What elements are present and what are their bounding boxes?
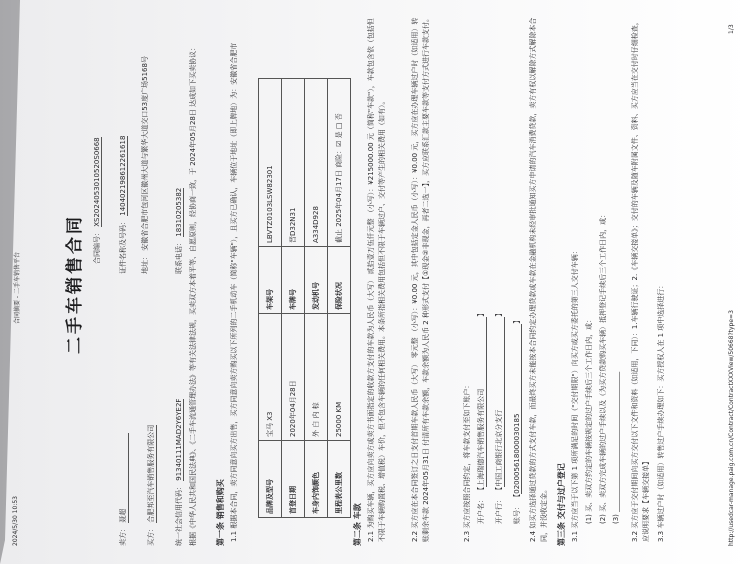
first-reg-date-label: 首登日期 bbox=[282, 441, 305, 518]
buyer-credit-code: 91340111MAD2Y6YE2F bbox=[175, 398, 183, 481]
buyer-row bbox=[146, 425, 157, 546]
payee-name: 上海瑞德汽车销售服务有限公司 bbox=[476, 317, 487, 487]
engine-no-value: A334D928 bbox=[305, 79, 328, 247]
seller-label: 卖方： bbox=[119, 525, 127, 546]
bank-label: 开户行： bbox=[495, 496, 503, 524]
buyer-credit-row bbox=[174, 399, 184, 546]
contract-number: XS2024053010520S0668 bbox=[93, 137, 101, 227]
buyer-phone-label: 联系电话： bbox=[175, 239, 183, 274]
plate-value: 晋D32N31 bbox=[282, 79, 305, 247]
brand-model-value: 宝马 X3 bbox=[259, 314, 282, 441]
preamble-text: 根据《中华人民共和国民法典》、《二手车流通管理办法》等有关法律法规，买卖双方本着平等、自愿原则，经协商一致，于 2024年05月28日 达成如下买卖协议： bbox=[189, 43, 197, 546]
seller-name: 聂超 bbox=[118, 433, 129, 523]
buyer-phone: 18310205382 bbox=[175, 187, 183, 237]
buyer-credit-label: 统一社会信用代码： bbox=[175, 483, 183, 546]
vehicle-table-row bbox=[282, 79, 305, 518]
first-reg-date-value: 2020年04月28日 bbox=[282, 314, 305, 441]
clause-2-1: 2.1 为购买车辆，买方应向卖方或卖方书面指定的收款方支付的车款为人民币（大写） 贰拾壹万伍仟元整 （小写）：¥215000.00 元（简称"车款"），车款包含依（包括但不限于车辆购置税、增值税）车价，但不包含车辆的任何相关费用。本条所指相关费用包括但不限于车辆过户、交付等产生的相关费用（如有）。 bbox=[367, 18, 386, 542]
insurance-label: 保险状况 bbox=[328, 247, 351, 314]
vin-label: 车架号 bbox=[259, 247, 282, 314]
account-label: 账号： bbox=[513, 503, 521, 524]
mileage-label: 里程表公里数 bbox=[328, 441, 351, 518]
color-value: 外 白 内 棕 bbox=[305, 314, 328, 441]
buyer-label: 买方： bbox=[147, 525, 155, 546]
clause-3-1: 3.1 买方应当于以下第 1 项所满足的时间（"交付期限"）向买方或买方委托的第三人交付车辆： bbox=[571, 247, 579, 542]
vehicle-table-row bbox=[259, 79, 282, 518]
contract-number-label: 合同编号： bbox=[93, 229, 101, 264]
clause-3-1-option-3: (3) ________________________________________ bbox=[612, 371, 620, 524]
brand-model-label: 品牌及型号 bbox=[259, 441, 282, 518]
clause-3-2: 3.2 买方应于交付期间向买方交付以下文件和资料（如适用，下同）：1.车辆行驶证；2.《车辆交接单》；交付的车辆及随车附属文件、资料、买方应当在交付时仔细检查，应说明要求【车辆交接单】 bbox=[631, 18, 650, 542]
engine-no-label: 发动机号 bbox=[305, 247, 328, 314]
mileage-value: 25000 KM bbox=[328, 314, 351, 441]
vehicle-info-table bbox=[258, 78, 351, 518]
buyer-address-label: 地址： bbox=[141, 253, 149, 274]
contract-number-row bbox=[92, 137, 102, 264]
buyer-address: 安徽省合肥市包河区徽州大道与繁华大道交口53度广场5168号 bbox=[141, 56, 149, 251]
buyer-name: 合肥邦至汽车销售服务有限公司 bbox=[147, 424, 155, 523]
seller-row bbox=[118, 433, 129, 546]
print-date: 2024/5/30 10:53 bbox=[12, 496, 19, 546]
clause-3-1-option-1: (1) 买、卖双方约定的车辆按规定的过户手续后三个工作日内，或： bbox=[585, 315, 593, 524]
article-2-heading: 第二条 车款 bbox=[353, 503, 362, 546]
document-title: 二手车销售合同 bbox=[65, 214, 85, 354]
vehicle-table-row bbox=[328, 79, 351, 518]
seller-id-row bbox=[118, 136, 128, 274]
vehicle-table-row bbox=[305, 79, 328, 518]
article-3-heading: 第三条 交付与过户登记 bbox=[557, 463, 566, 546]
account-number: 0200056180000301​85 bbox=[513, 324, 522, 494]
clause-2-4: 2.4 如买方选择通过贷款的方式支付车款，而最终买方未能按本合同约定办理贷款或车款在金融机构未经审批通知买方申请的汽车消费贷款，卖方有权以解除方式解除本合同，并没收定金。 bbox=[529, 17, 548, 542]
platform-name: 合同摘要 - 二手车销售平台 bbox=[14, 252, 21, 324]
plate-label: 车牌号 bbox=[282, 247, 305, 314]
clause-3-3: 3.3 车辆过户时（如适用）转售过户手续办理如下：买方授权人在 1 项中选择进行： bbox=[657, 281, 665, 542]
payee-label: 开户名： bbox=[477, 496, 485, 524]
bank-row: 开户行： 【中国工商银行北京分支行】 bbox=[495, 309, 503, 524]
account-row: 账号： 【0200056180000301​85】 bbox=[513, 316, 521, 524]
footer-url: http://usedcar-manage.paig.com.cn/Contract/ContractXXXView/5066​8?type=3 bbox=[728, 310, 735, 546]
seller-id-label: 证件名称及号码： bbox=[119, 218, 127, 274]
article-1-clause: 1.1 根据本合同，卖方同意向买方出售，买方同意向卖方购买以下所列的二手机动车（简称"车辆"），且买方已确认，车辆位于地址（即上牌地）为：安徽省合肥市 bbox=[230, 42, 238, 542]
article-1-heading: 第一条 销售和购买 bbox=[216, 479, 225, 546]
insurance-value: 截止 2025年04月17日 商险：☑ 是 □ 否 bbox=[328, 79, 351, 247]
page-number: 1/3 bbox=[728, 24, 735, 34]
bank-name: 中国工商银行北京分支行 bbox=[494, 317, 505, 487]
clause-2-2: 2.2 买方应在本合同签订之日支付首期车款人民币（大写） 零元整 （小写）：¥0.00 元，其中包括定金人民币（小写）：¥0.00 元，买方应在办理车辆过户时（如适用）转账剩余车款 2024年05月31日 付清所有车款余额，车款余额为人民币 2 种形式支付【①现金②非现金，再者二选一】，买方应联系汇款主要车款等支付方式进行车款支付。 bbox=[411, 14, 430, 542]
seller-id-value: 14040219861226​1618 bbox=[119, 135, 127, 216]
payee-row: 开户名： 【上海瑞德汽车销售服务有限公司】 bbox=[477, 309, 485, 524]
buyer-phone-row bbox=[174, 188, 184, 274]
vin-value: LBVTZ0103LSW82301 bbox=[259, 79, 282, 247]
clause-3-1-option-2: (2) 买、卖双方完成车辆的过户手续以及（为买方贷款购买车辆）抵押登记手续后三个工作日内，或： bbox=[599, 210, 607, 524]
buyer-address-row bbox=[140, 14, 151, 274]
clause-2-3: 2.3 买方应按照合同约定，将车款支付至如下账户： bbox=[463, 381, 471, 542]
color-label: 车身内饰颜色 bbox=[305, 441, 328, 518]
